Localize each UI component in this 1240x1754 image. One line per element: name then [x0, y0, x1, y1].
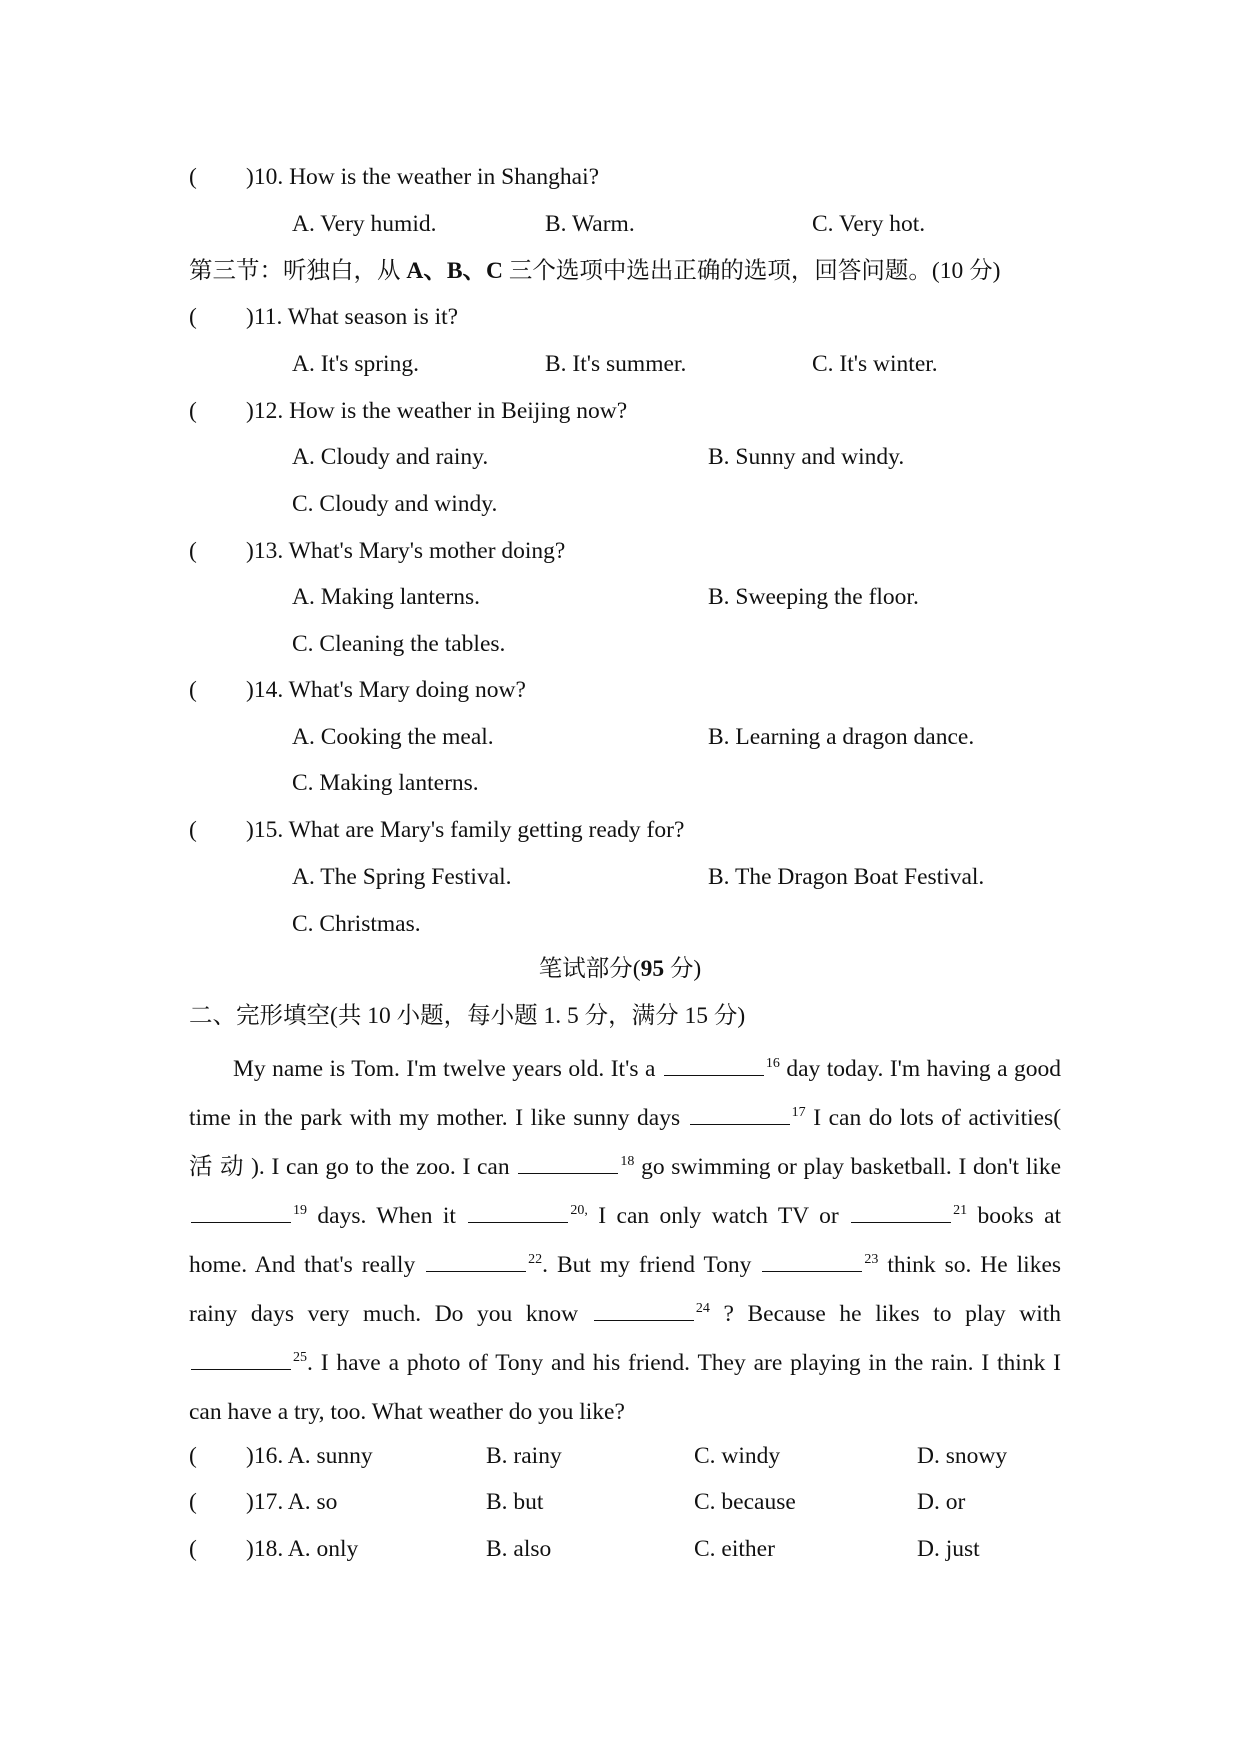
blank-23[interactable]: [762, 1251, 862, 1272]
option-a: A. Making lanterns.: [292, 584, 480, 610]
option-c: C. It's winter.: [812, 351, 938, 377]
question-stem: )15. What are Mary's family getting ready for?: [246, 817, 685, 843]
option-d: D. just: [917, 1536, 980, 1562]
cloze-section-heading: 二、完形填空(共 10 小题，每小题 1. 5 分，满分 15 分): [189, 1003, 746, 1029]
answer-paren: (: [189, 677, 197, 703]
option-a: A. Very humid.: [292, 211, 437, 237]
blank-17[interactable]: [690, 1104, 790, 1125]
passage-text: I can do lots of activities( 活 动 ). I can go to the zoo. I can: [189, 1105, 1062, 1180]
answer-paren: (: [189, 1443, 197, 1469]
option-d: D. or: [917, 1489, 966, 1515]
option-b: B. but: [486, 1489, 544, 1515]
blank-number: 18: [620, 1154, 635, 1169]
blank-18[interactable]: [518, 1153, 618, 1174]
answer-paren: (: [189, 817, 197, 843]
passage-text: ? Because he likes to play with: [723, 1301, 1062, 1327]
blank-16[interactable]: [664, 1055, 764, 1076]
question-stem: )11. What season is it?: [246, 304, 459, 330]
option-b: B. It's summer.: [545, 351, 687, 377]
passage-text: . But my friend Tony: [542, 1252, 752, 1278]
blank-number: 16: [765, 1056, 780, 1071]
passage-text: books at home. And that's really: [189, 1203, 1062, 1278]
answer-paren: (: [189, 1489, 197, 1515]
question-stem: )16. A. sunny: [246, 1443, 373, 1469]
option-c: C. Very hot.: [812, 211, 926, 237]
option-d: D. snowy: [917, 1443, 1008, 1469]
section-3-title-letters: A、B、C: [406, 258, 503, 284]
answer-paren: (: [189, 538, 197, 564]
option-c: C. Christmas.: [292, 911, 421, 937]
passage-text: I can only watch TV or: [598, 1203, 839, 1229]
option-c: C. because: [694, 1489, 796, 1515]
blank-number: 23: [864, 1252, 879, 1267]
section-3-title-post: 三个选项中选出正确的选项，回答问题。(10 分): [503, 258, 1001, 284]
answer-paren: (: [189, 1536, 197, 1562]
option-c: C. Making lanterns.: [292, 770, 479, 796]
option-b: B. rainy: [486, 1443, 562, 1469]
blank-22[interactable]: [426, 1251, 526, 1272]
option-a: A. Cloudy and rainy.: [292, 444, 489, 470]
blank-number: 17: [791, 1105, 806, 1120]
option-b: B. Warm.: [545, 211, 635, 237]
answer-paren: (: [189, 164, 197, 190]
blank-number: 21: [953, 1203, 968, 1218]
blank-number: 25: [293, 1350, 307, 1365]
question-stem: )18. A. only: [246, 1536, 359, 1562]
written-part-title-pre: 笔试部分(: [538, 956, 641, 982]
option-b: B. Sweeping the floor.: [708, 584, 919, 610]
section-3-heading: [189, 256, 1000, 286]
option-a: A. Cooking the meal.: [292, 724, 494, 750]
passage-text: day today. I'm having a good time in the park with my mother. I like sunny days: [189, 1056, 1061, 1131]
option-b: B. Sunny and windy.: [708, 444, 905, 470]
written-part-title-post: 分): [664, 956, 702, 982]
question-stem: )17. A. so: [246, 1489, 338, 1515]
option-c: C. Cloudy and windy.: [292, 491, 498, 517]
passage-text: go swimming or play basketball. I don't like: [641, 1154, 1062, 1180]
blank-24[interactable]: [594, 1300, 694, 1321]
question-stem: )14. What's Mary doing now?: [246, 677, 526, 703]
answer-paren: (: [189, 304, 197, 330]
blank-21[interactable]: [851, 1202, 951, 1223]
passage-text: My name is Tom. I'm twelve years old. It's a: [233, 1056, 656, 1082]
question-stem: )12. How is the weather in Beijing now?: [246, 398, 628, 424]
question-stem: )10. How is the weather in Shanghai?: [246, 164, 600, 190]
blank-number: 22: [528, 1252, 543, 1267]
section-3-title-pre: 第三节：听独白，从: [189, 258, 407, 284]
blank-25[interactable]: [191, 1349, 291, 1370]
option-b: B. also: [486, 1536, 552, 1562]
option-c: C. windy: [694, 1443, 781, 1469]
option-b: B. Learning a dragon dance.: [708, 724, 975, 750]
question-stem: )13. What's Mary's mother doing?: [246, 538, 566, 564]
passage-text: think so. He likes rainy days very much. Do you know: [189, 1252, 1062, 1327]
cloze-passage: [189, 1045, 1061, 1437]
blank-20[interactable]: [468, 1202, 568, 1223]
blank-number: 24: [695, 1301, 710, 1316]
option-a: A. It's spring.: [292, 351, 419, 377]
blank-number: 19: [293, 1203, 307, 1218]
option-b: B. The Dragon Boat Festival.: [708, 864, 985, 890]
option-c: C. either: [694, 1536, 775, 1562]
passage-text: . I have a photo of Tony and his friend. They are playing in the rain. I think I can have a try, too. What weather do you like?: [189, 1350, 1061, 1425]
blank-number: 20,: [570, 1203, 588, 1218]
answer-paren: (: [189, 398, 197, 424]
blank-19[interactable]: [191, 1202, 291, 1223]
written-part-title: [0, 954, 1240, 984]
written-part-title-score: 95: [640, 956, 665, 982]
option-c: C. Cleaning the tables.: [292, 631, 506, 657]
passage-text: days. When it: [317, 1203, 456, 1229]
option-a: A. The Spring Festival.: [292, 864, 512, 890]
